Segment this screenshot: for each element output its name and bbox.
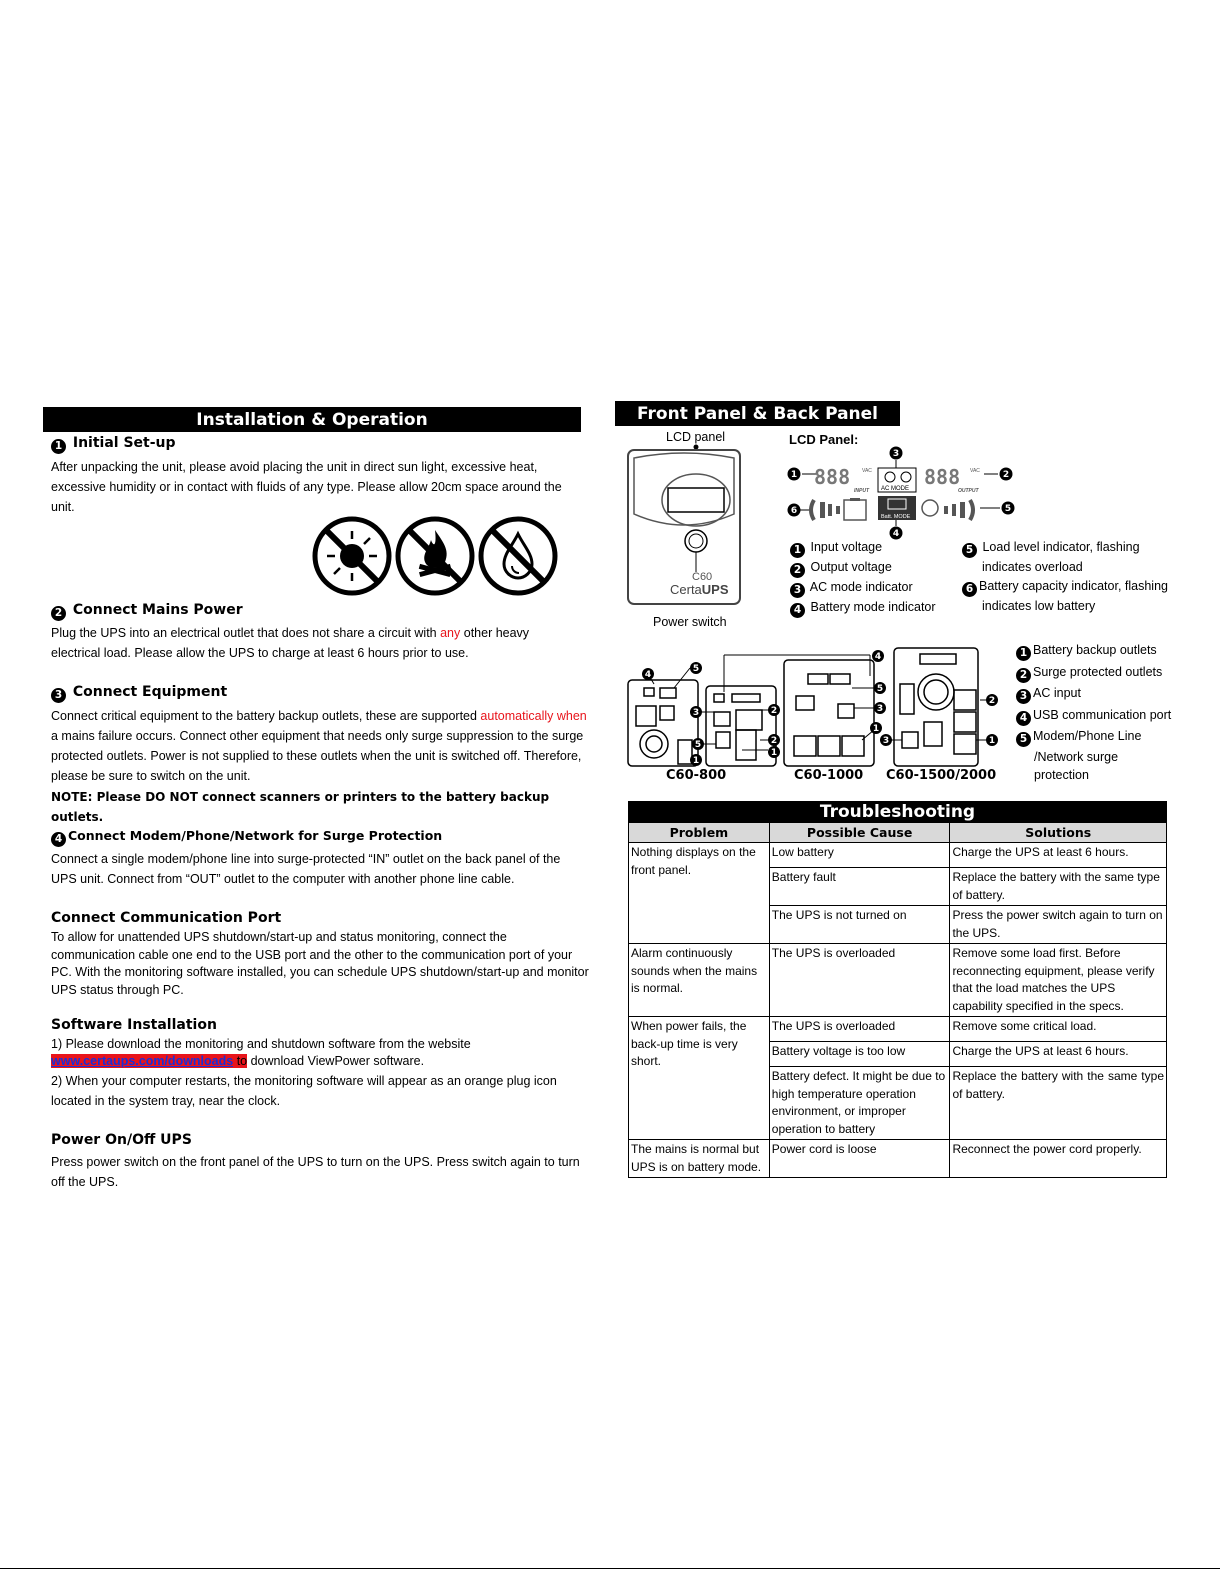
- troubleshooting-title: Troubleshooting: [628, 801, 1167, 823]
- svg-text:INPUT: INPUT: [854, 488, 869, 494]
- installation-header: Installation & Operation: [43, 407, 581, 432]
- section-modem-title: [51, 828, 442, 847]
- svg-text:1: 1: [790, 470, 798, 480]
- model-label-c60-1000: C60-1000: [794, 768, 864, 783]
- cause-cell: Battery defect. It might be due to high temperature operation environment, or improper operation to battery: [769, 1067, 950, 1140]
- software-line1: 1) Please download the monitoring and shutdown software from the website: [51, 1037, 471, 1051]
- svg-text:3: 3: [892, 449, 900, 459]
- lcd-legend-item: 6 Battery capacity indicator, flashing: [962, 577, 1168, 597]
- svg-text:4: 4: [644, 670, 652, 680]
- svg-text:OUTPUT: OUTPUT: [958, 488, 979, 494]
- lcd-legend-item: 2 Output voltage: [790, 558, 936, 578]
- svg-text:3: 3: [692, 708, 700, 718]
- column-header: Problem: [629, 823, 770, 843]
- lcd-legend-item: 5 Load level indicator, flashing: [962, 538, 1168, 558]
- section-title-text: Connect Mains Power: [72, 602, 243, 618]
- svg-text:4: 4: [874, 652, 882, 662]
- communication-port-text: To allow for unattended UPS shutdown/start-up and status monitoring, connect the communication cable one end to the USB port and the other to the communication port of your PC. With the monitoring software installed, you can schedule UPS shutdown/start-up and monitor UPS status through PC.: [51, 930, 589, 997]
- section-connect-equipment-title: [51, 684, 227, 703]
- initial-setup-text: After unpacking the unit, please avoid placing the unit in direct sun light, excessive heat, excessive humidity or in contact with fluids of any type. Please allow 20cm space around the unit.: [51, 460, 562, 514]
- problem-cell: The mains is normal but UPS is on battery mode.: [629, 1140, 770, 1178]
- software-line3: 2) When your computer restarts, the monitoring software will appear as an orange plug icon located in the system tray, near the clock.: [51, 1074, 557, 1108]
- back-panel-illustration: [624, 644, 1008, 768]
- svg-text:Batt. MODE: Batt. MODE: [881, 514, 911, 520]
- svg-text:5: 5: [694, 740, 702, 750]
- back-legend-item: 1 Battery backup outlets: [1016, 640, 1171, 662]
- solution-cell: Charge the UPS at least 6 hours.: [950, 843, 1167, 868]
- back-legend-item: 5 Modem/Phone Line: [1016, 726, 1171, 748]
- table-row: [629, 944, 1167, 1017]
- number-badge: 3: [51, 688, 66, 703]
- lcd-legend-item: 3 AC mode indicator: [790, 578, 936, 598]
- section-mains-power-title: [51, 602, 243, 621]
- svg-text:1: 1: [770, 748, 778, 758]
- svg-text:VAC: VAC: [862, 468, 872, 474]
- brand-logo: CertaUPS: [670, 582, 729, 597]
- number-badge: 2: [51, 606, 66, 621]
- solution-cell: Remove some load first. Before reconnecting equipment, please verify that the load matches the UPS capability specified in the specs.: [950, 944, 1167, 1017]
- table-row: [629, 1140, 1167, 1178]
- lcd-diagram: [784, 446, 1020, 542]
- front-back-panel-header: Front Panel & Back Panel: [615, 401, 900, 426]
- section-power-title: Power On/Off UPS: [51, 1132, 192, 1148]
- svg-text:2: 2: [988, 696, 996, 706]
- lcd-legend-item-cont: indicates low battery: [982, 598, 1096, 613]
- problem-cell: Alarm continuously sounds when the mains is normal.: [629, 944, 770, 1017]
- svg-text:1: 1: [692, 756, 700, 766]
- connect-equipment-text: Connect critical equipment to the battery backup outlets, these are supported automatically when a mains failure occurs. Connect other equipment that needs only surge suppression to the surge protected outlets. Power is not supplied to these outlets when the unit is switched off. Therefore, please be sure to switch on the unit.: [51, 709, 587, 783]
- svg-text:2: 2: [1002, 470, 1010, 480]
- table-row: [629, 1017, 1167, 1042]
- modem-text: Connect a single modem/phone line into surge-protected “IN” outlet on the back panel of the UPS unit. Connect from “OUT” outlet to the computer with another phone line cable.: [51, 852, 561, 886]
- svg-text:4: 4: [892, 529, 900, 539]
- cause-cell: The UPS is not turned on: [769, 906, 950, 944]
- section-initial-setup-title: [51, 435, 176, 454]
- power-text: Press power switch on the front panel of the UPS to turn on the UPS. Press switch again to turn off the UPS.: [51, 1155, 580, 1189]
- mains-power-text: Plug the UPS into an electrical outlet that does not share a circuit with any other heavy electrical load. Please allow the UPS to charge at least 6 hours prior to use.: [51, 626, 530, 660]
- column-header: Possible Cause: [769, 823, 950, 843]
- solution-cell: Charge the UPS at least 6 hours.: [950, 1042, 1167, 1067]
- back-legend-item: 2 Surge protected outlets: [1016, 662, 1171, 684]
- number-badge: 4: [51, 832, 66, 847]
- solution-cell: Press the power switch again to turn on the UPS.: [950, 906, 1167, 944]
- table-row: [629, 843, 1167, 868]
- no-fire-icon: [398, 519, 472, 593]
- svg-text:1: 1: [988, 736, 996, 746]
- model-label-c60-800: C60-800: [666, 768, 727, 783]
- software-line2: www.certaups.com/downloads to download ViewPower software.: [51, 1054, 425, 1068]
- lcd-panel-label: LCD panel: [666, 430, 726, 444]
- table-header-row: [629, 823, 1167, 843]
- no-sunlight-icon: [315, 519, 389, 593]
- power-switch-label: Power switch: [653, 615, 727, 629]
- svg-text:AC MODE: AC MODE: [881, 486, 910, 492]
- section-software-title: Software Installation: [51, 1017, 217, 1033]
- section-title-text: Connect Modem/Phone/Network for Surge Protection: [68, 828, 443, 843]
- svg-text:5: 5: [1004, 504, 1012, 514]
- lcd-legend-right: [962, 538, 1168, 615]
- cause-cell: Power cord is loose: [769, 1140, 950, 1178]
- back-panel-legend: [1016, 640, 1171, 784]
- svg-text:VAC: VAC: [970, 468, 980, 474]
- section-title-text: Connect Equipment: [72, 684, 228, 700]
- svg-text:3: 3: [876, 704, 884, 714]
- svg-text:6: 6: [790, 506, 798, 516]
- download-link[interactable]: www.certaups.com/downloads: [51, 1054, 234, 1068]
- svg-text:5: 5: [692, 664, 700, 674]
- back-legend-item-cont: protection: [1034, 767, 1089, 782]
- back-legend-item: 3 AC input: [1016, 683, 1171, 705]
- cause-cell: Low battery: [769, 843, 950, 868]
- solution-cell: Replace the battery with the same type of battery.: [950, 1067, 1167, 1140]
- lcd-panel-title: LCD Panel:: [789, 432, 859, 447]
- column-header: Solutions: [950, 823, 1167, 843]
- equipment-note: NOTE: Please DO NOT connect scanners or printers to the battery backup outlets.: [51, 790, 550, 824]
- lcd-legend-item: 1 Input voltage: [790, 538, 936, 558]
- solution-cell: Remove some critical load.: [950, 1017, 1167, 1042]
- svg-text:2: 2: [770, 736, 778, 746]
- svg-text:3: 3: [882, 736, 890, 746]
- svg-text:2: 2: [770, 706, 778, 716]
- solution-cell: Replace the battery with the same type of battery.: [950, 868, 1167, 906]
- section-communication-port-title: Connect Communication Port: [51, 910, 282, 926]
- svg-text:888: 888: [814, 465, 851, 489]
- lcd-legend-left: [790, 538, 936, 618]
- solution-cell: Reconnect the power cord properly.: [950, 1140, 1167, 1178]
- svg-text:888: 888: [924, 465, 961, 489]
- front-model-label: C60: [692, 571, 713, 583]
- no-water-icon: [481, 519, 555, 593]
- page-bottom-rule: [0, 1568, 1220, 1569]
- cause-cell: The UPS is overloaded: [769, 944, 950, 1017]
- number-badge: 1: [51, 439, 66, 454]
- cause-cell: Battery voltage is too low: [769, 1042, 950, 1067]
- warning-icons: [312, 516, 558, 596]
- problem-cell: When power fails, the back-up time is very short.: [629, 1017, 770, 1140]
- model-label-c60-1500: C60-1500/2000: [886, 768, 997, 783]
- back-legend-item-cont: /Network surge: [1034, 749, 1119, 764]
- problem-cell: Nothing displays on the front panel.: [629, 843, 770, 944]
- cause-cell: The UPS is overloaded: [769, 1017, 950, 1042]
- svg-text:1: 1: [872, 724, 880, 734]
- lcd-legend-item-cont: indicates overload: [982, 560, 1083, 574]
- back-legend-item: 4 USB communication port: [1016, 705, 1171, 727]
- section-title-text: Initial Set-up: [72, 435, 176, 451]
- cause-cell: Battery fault: [769, 868, 950, 906]
- lcd-legend-item: 4 Battery mode indicator: [790, 598, 936, 618]
- svg-text:5: 5: [876, 684, 884, 694]
- troubleshooting-table: [628, 822, 1167, 1178]
